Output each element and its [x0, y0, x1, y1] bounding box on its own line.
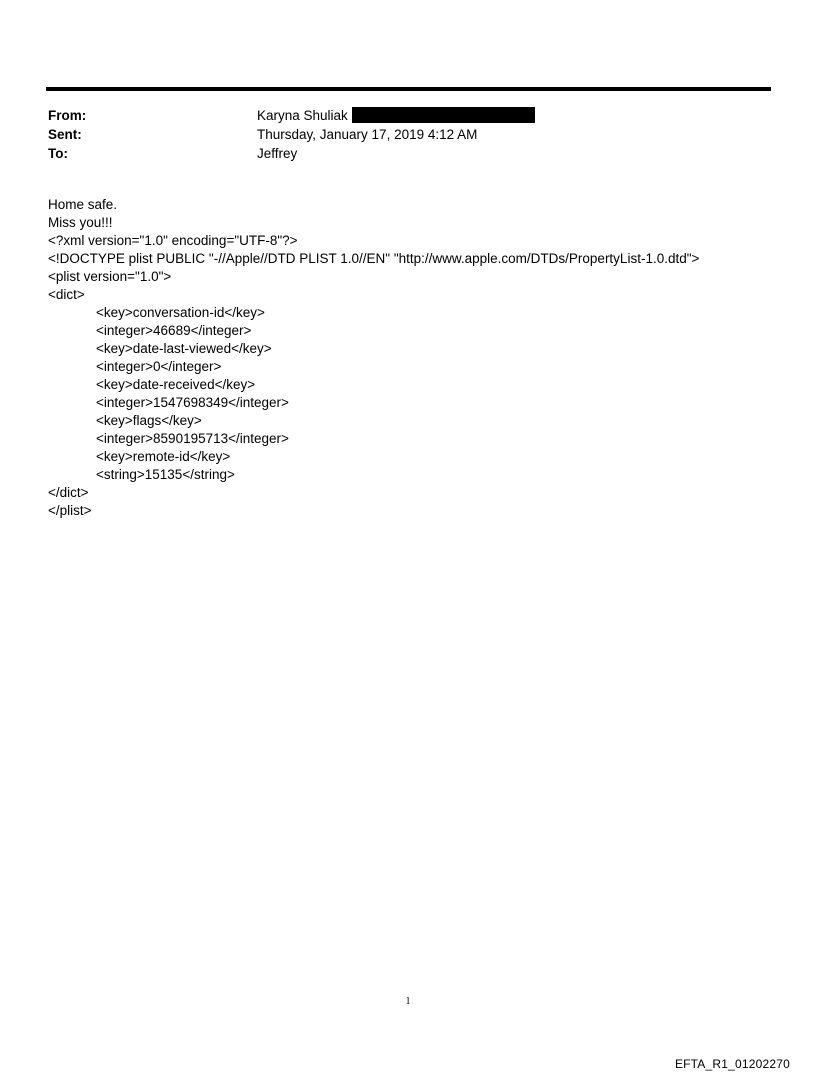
body-line: <integer>0</integer> — [96, 359, 222, 374]
body-line: <integer>8590195713</integer> — [96, 431, 289, 446]
bates-number: EFTA_R1_01202270 — [674, 1057, 790, 1071]
body-line: <plist version="1.0"> — [48, 269, 172, 284]
to-label: To: — [48, 146, 68, 161]
body-line: <key>flags</key> — [96, 413, 202, 428]
sent-row — [48, 125, 768, 144]
email-header — [48, 106, 768, 163]
body-line: Miss you!!! — [48, 215, 113, 230]
sent-value: Thursday, January 17, 2019 4:12 AM — [257, 127, 478, 142]
to-row — [48, 144, 768, 163]
from-value-wrapper — [257, 106, 535, 125]
body-line: </dict> — [48, 485, 89, 500]
email-body — [48, 196, 788, 520]
body-line: <key>date-received</key> — [96, 377, 256, 392]
body-line: <integer>1547698349</integer> — [96, 395, 289, 410]
to-value: Jeffrey — [257, 146, 298, 161]
sent-label: Sent: — [48, 127, 82, 142]
from-value: Karyna Shuliak — [257, 108, 348, 123]
from-label: From: — [48, 108, 87, 123]
body-line: <integer>46689</integer> — [96, 323, 252, 338]
body-line: <dict> — [48, 287, 85, 302]
body-line: <key>date-last-viewed</key> — [96, 341, 272, 356]
header-divider-rule — [46, 87, 771, 91]
body-line: Home safe. — [48, 197, 118, 212]
body-line: <key>remote-id</key> — [96, 449, 231, 464]
redaction-box — [352, 107, 535, 123]
body-line: </plist> — [48, 503, 92, 518]
body-line: <key>conversation-id</key> — [96, 305, 265, 320]
body-line: <!DOCTYPE plist PUBLIC "-//Apple//DTD PLIST 1.0//EN" "http://www.apple.com/DTDs/PropertyList-1.0.dtd"> — [48, 251, 700, 266]
body-line: <?xml version="1.0" encoding="UTF-8"?> — [48, 233, 298, 248]
body-line: <string>15135</string> — [96, 467, 235, 482]
page-number: 1 — [405, 996, 411, 1007]
from-row — [48, 106, 768, 125]
